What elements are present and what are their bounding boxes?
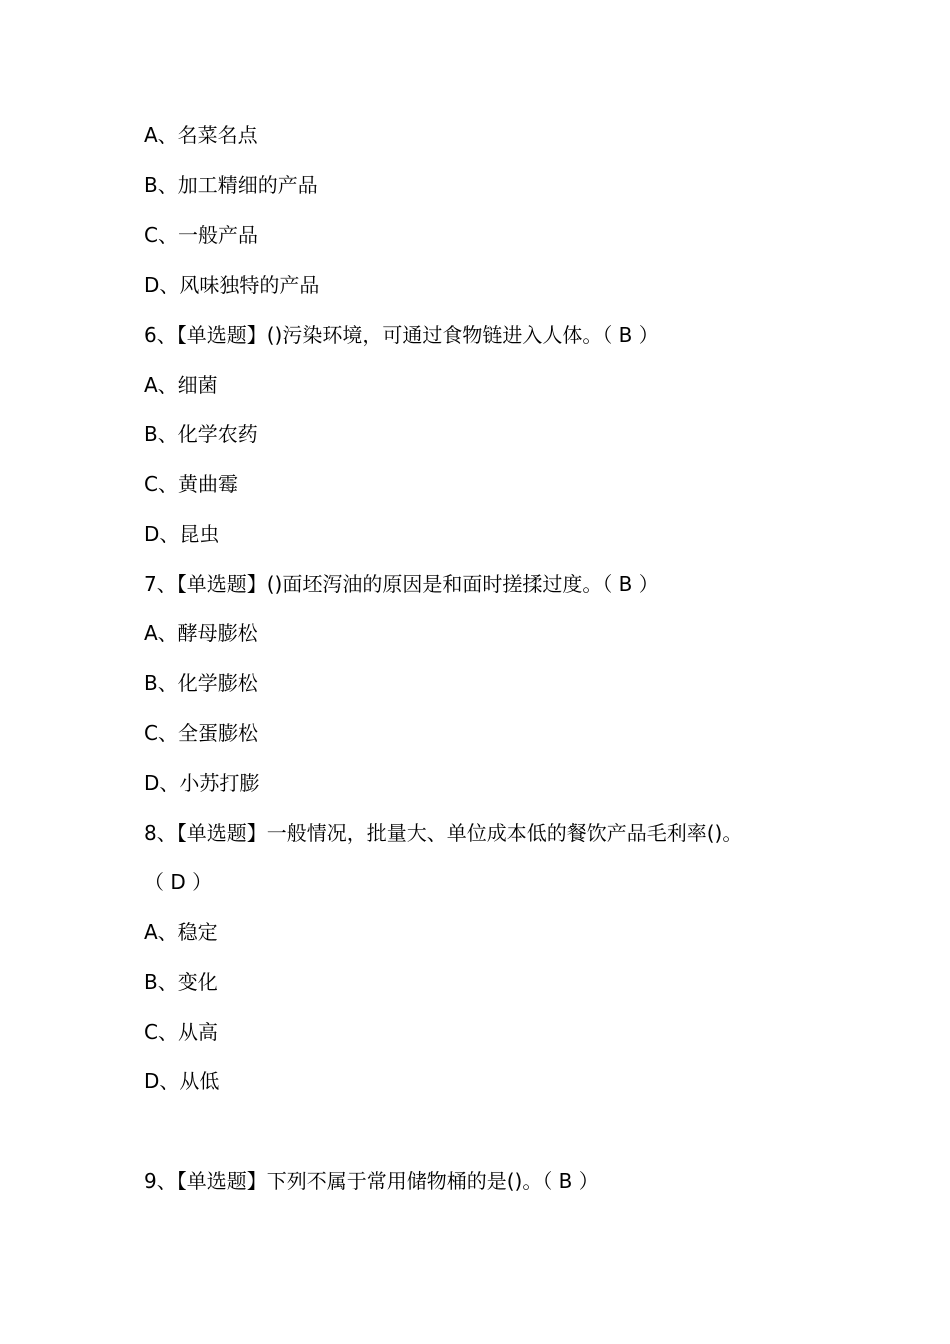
question-8: 8、【单选题】一般情况，批量大、单位成本低的餐饮产品毛利率()。: [144, 821, 743, 845]
option-b-q8: B、变化: [144, 970, 218, 994]
option-d-q8: D、从低: [144, 1069, 220, 1093]
question-9: 9、【单选题】下列不属于常用储物桶的是()。（ B ）: [144, 1169, 599, 1193]
option-c-q8: C、从高: [144, 1020, 218, 1044]
option-b-q6: B、化学农药: [144, 422, 258, 446]
option-b-q5: B、加工精细的产品: [144, 173, 318, 197]
question-6: 6、【单选题】()污染环境，可通过食物链进入人体。（ B ）: [144, 323, 659, 347]
option-c-q7: C、全蛋膨松: [144, 721, 258, 745]
question-7: 7、【单选题】()面坯泻油的原因是和面时搓揉过度。（ B ）: [144, 572, 659, 596]
option-b-q7: B、化学膨松: [144, 671, 258, 695]
option-a-q8: A、稳定: [144, 920, 218, 944]
option-a-q7: A、酵母膨松: [144, 621, 258, 645]
option-c-q5: C、一般产品: [144, 223, 258, 247]
option-d-q7: D、小苏打膨: [144, 771, 260, 795]
option-a-q6: A、细菌: [144, 373, 218, 397]
option-a-q5: A、名菜名点: [144, 123, 258, 147]
option-d-q5: D、风味独特的产品: [144, 273, 320, 297]
option-c-q6: C、黄曲霉: [144, 472, 238, 496]
option-d-q6: D、昆虫: [144, 522, 220, 546]
answer-q8: （ D ）: [144, 870, 213, 894]
